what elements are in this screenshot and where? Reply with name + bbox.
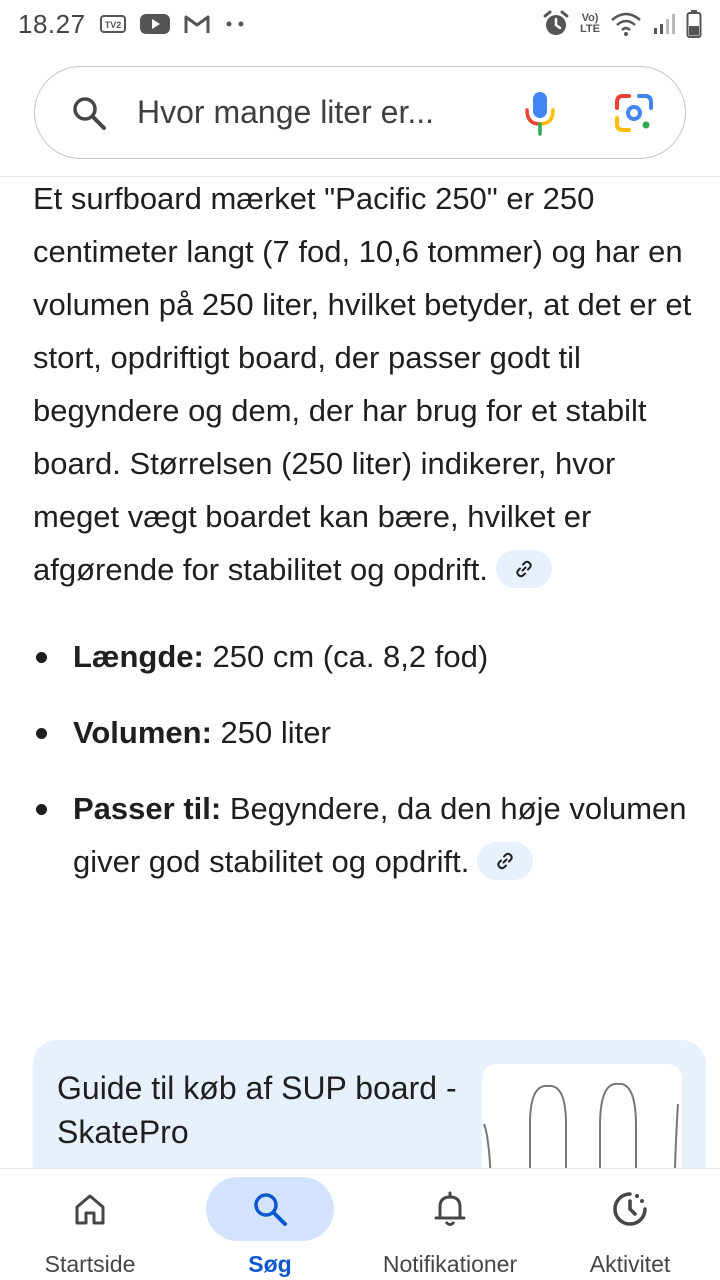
- volte-icon: [580, 13, 600, 35]
- search-bar[interactable]: [34, 66, 686, 159]
- status-time: 18.27: [18, 8, 86, 39]
- tv2-icon: [100, 14, 126, 34]
- nav-label-home[interactable]: Startside: [44, 1251, 136, 1277]
- status-left: [18, 9, 246, 40]
- wifi-icon: [610, 12, 642, 36]
- nav-item-activity[interactable]: [540, 1169, 720, 1280]
- list-item: [33, 706, 693, 759]
- bullet-text: 250 liter: [211, 715, 331, 750]
- bottom-navigation: [0, 1168, 720, 1280]
- mic-icon[interactable]: [523, 90, 557, 136]
- volte-top-text: Vo): [581, 12, 599, 24]
- search-icon: [251, 1190, 289, 1228]
- nav-pill-active[interactable]: [206, 1177, 334, 1241]
- svg-text:TV2: TV2: [104, 20, 121, 30]
- battery-icon: [686, 10, 702, 38]
- alarm-icon: [542, 10, 570, 38]
- nav-pill[interactable]: [26, 1177, 154, 1241]
- nav-item-notifications[interactable]: [360, 1169, 540, 1280]
- google-lens-icon[interactable]: [613, 92, 655, 134]
- link-icon: [495, 851, 515, 871]
- nav-item-home[interactable]: [0, 1169, 180, 1280]
- citation-link-button[interactable]: [477, 842, 533, 880]
- ai-overview-content: [33, 172, 693, 911]
- list-item: [33, 630, 693, 683]
- gmail-icon: [184, 13, 210, 35]
- status-right: [542, 10, 702, 38]
- bullet-text: Begyndere, da den høje volumen giver god stabilitet og opdrift.: [73, 791, 687, 879]
- more-dots-icon: [224, 20, 246, 28]
- volte-bottom-text: LTE: [580, 23, 600, 35]
- bullet-label: Volumen:: [73, 715, 212, 750]
- nav-label-notifications[interactable]: Notifikationer: [382, 1251, 518, 1277]
- bullet-label: Længde:: [73, 639, 204, 674]
- answer-paragraph-text: Et surfboard mærket "Pacific 250" er 250 centimeter langt (7 fod, 10,6 tommer) og har en volumen på 250 liter, hvilket betyder, at det er et stort, opdriftigt board, der passer godt til begyndere og dem, der har brug for et stabilt board. Størrelsen (250 liter) indikerer, hvor meget vægt boardet kan bære, hvilket er afgørende for stabilitet og opdrift.: [33, 181, 692, 587]
- bell-icon: [432, 1190, 468, 1228]
- answer-bullet-list: [33, 630, 693, 888]
- nav-item-search[interactable]: [180, 1169, 360, 1280]
- bullet-text: 250 cm (ca. 8,2 fod): [203, 639, 489, 674]
- nav-pill[interactable]: [386, 1177, 514, 1241]
- home-icon: [72, 1191, 108, 1227]
- source-card-title[interactable]: Guide til køb af SUP board - SkatePro: [57, 1070, 457, 1150]
- youtube-icon: [140, 13, 170, 35]
- nav-label-activity[interactable]: Aktivitet: [589, 1251, 671, 1277]
- list-item: [33, 782, 693, 888]
- activity-icon: [610, 1189, 650, 1229]
- status-bar: [0, 0, 720, 48]
- signal-icon: [652, 12, 676, 36]
- answer-paragraph: [33, 172, 693, 596]
- nav-label-search[interactable]: Søg: [248, 1251, 292, 1277]
- citation-link-button[interactable]: [496, 550, 552, 588]
- nav-pill[interactable]: [566, 1177, 694, 1241]
- search-icon[interactable]: [71, 95, 107, 131]
- bullet-label: Passer til:: [73, 791, 222, 826]
- search-query[interactable]: Hvor mange liter er...: [137, 94, 434, 130]
- link-icon: [514, 559, 534, 579]
